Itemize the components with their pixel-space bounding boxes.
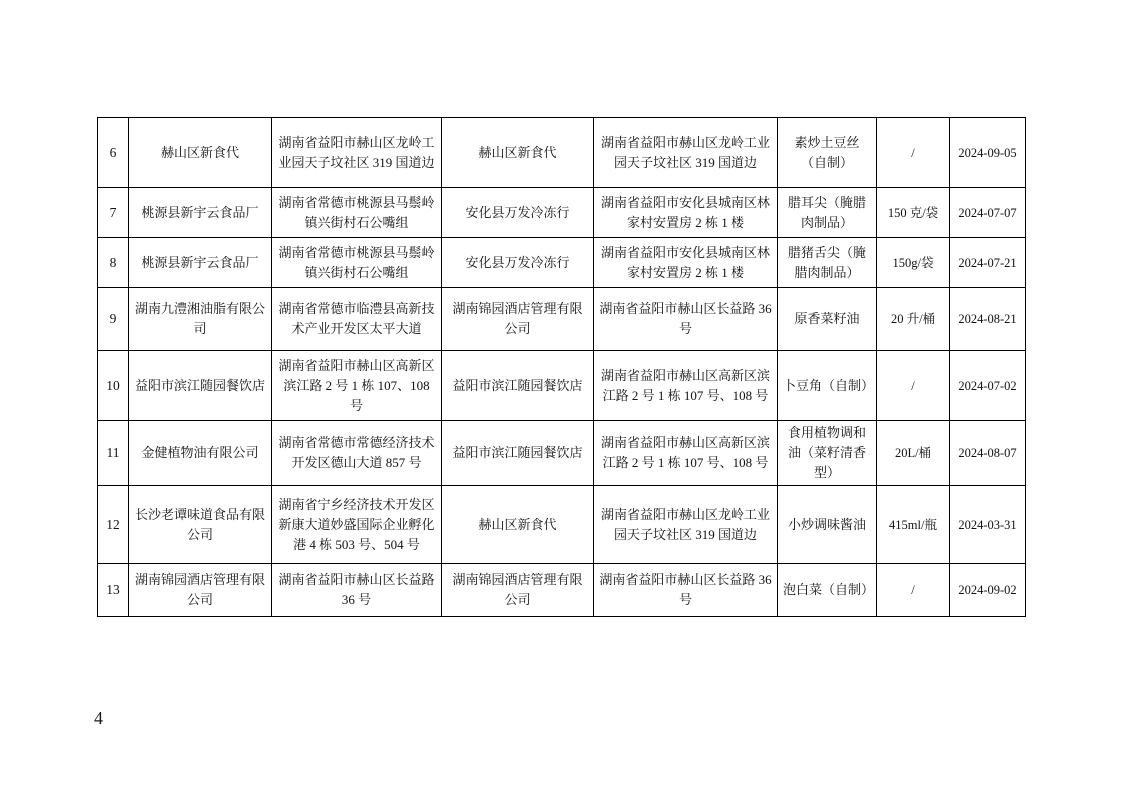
- table-row: [98, 486, 1026, 564]
- cell-index: 9: [98, 288, 129, 351]
- cell-producer-name: 桃源县新宇云食品厂: [129, 188, 272, 238]
- cell-product-name: 卜豆角（自制）: [778, 351, 877, 421]
- cell-index: 13: [98, 564, 129, 617]
- table-body: [98, 118, 1026, 617]
- cell-spec: 150g/袋: [877, 238, 950, 288]
- table-row: [98, 288, 1026, 351]
- cell-purchaser-address: 湖南省益阳市赫山区龙岭工业园天子坟社区 319 国道边: [594, 118, 778, 188]
- cell-product-name: 腊猪舌尖（腌腊肉制品）: [778, 238, 877, 288]
- cell-product-name: 小炒调味酱油: [778, 486, 877, 564]
- cell-purchaser-name: 赫山区新食代: [442, 118, 594, 188]
- cell-spec: 415ml/瓶: [877, 486, 950, 564]
- cell-spec: 20 升/桶: [877, 288, 950, 351]
- cell-purchaser-name: 湖南锦园酒店管理有限公司: [442, 288, 594, 351]
- cell-producer-address: 湖南省宁乡经济技术开发区新康大道妙盛国际企业孵化港 4 栋 503 号、504 号: [272, 486, 442, 564]
- cell-purchaser-address: 湖南省益阳市赫山区高新区滨江路 2 号 1 栋 107 号、108 号: [594, 421, 778, 486]
- cell-product-name: 原香菜籽油: [778, 288, 877, 351]
- table-container: [97, 117, 1025, 617]
- cell-production-date: 2024-07-21: [950, 238, 1026, 288]
- cell-production-date: 2024-03-31: [950, 486, 1026, 564]
- cell-product-name: 素炒土豆丝（自制）: [778, 118, 877, 188]
- cell-producer-name: 湖南锦园酒店管理有限公司: [129, 564, 272, 617]
- cell-spec: 20L/桶: [877, 421, 950, 486]
- inspection-table: [97, 117, 1026, 617]
- page-number: 4: [94, 708, 103, 728]
- cell-spec: /: [877, 351, 950, 421]
- cell-index: 12: [98, 486, 129, 564]
- cell-producer-name: 金健植物油有限公司: [129, 421, 272, 486]
- cell-production-date: 2024-08-07: [950, 421, 1026, 486]
- cell-spec: /: [877, 564, 950, 617]
- table-row: [98, 351, 1026, 421]
- table-row: [98, 421, 1026, 486]
- table-row: [98, 564, 1026, 617]
- cell-producer-address: 湖南省益阳市赫山区长益路 36 号: [272, 564, 442, 617]
- cell-spec: /: [877, 118, 950, 188]
- cell-purchaser-name: 益阳市滨江随园餐饮店: [442, 351, 594, 421]
- cell-producer-name: 长沙老谭味道食品有限公司: [129, 486, 272, 564]
- cell-product-name: 泡白菜（自制）: [778, 564, 877, 617]
- cell-producer-name: 桃源县新宇云食品厂: [129, 238, 272, 288]
- cell-producer-address: 湖南省常德市临澧县高新技术产业开发区太平大道: [272, 288, 442, 351]
- cell-purchaser-address: 湖南省益阳市赫山区龙岭工业园天子坟社区 319 国道边: [594, 486, 778, 564]
- cell-purchaser-name: 湖南锦园酒店管理有限公司: [442, 564, 594, 617]
- cell-purchaser-address: 湖南省益阳市赫山区高新区滨江路 2 号 1 栋 107 号、108 号: [594, 351, 778, 421]
- cell-product-name: 腊耳尖（腌腊肉制品）: [778, 188, 877, 238]
- cell-producer-address: 湖南省常德市桃源县马鬃岭镇兴街村石公嘴组: [272, 238, 442, 288]
- cell-index: 10: [98, 351, 129, 421]
- table-row: [98, 118, 1026, 188]
- cell-production-date: 2024-09-02: [950, 564, 1026, 617]
- cell-purchaser-address: 湖南省益阳市赫山区长益路 36 号: [594, 564, 778, 617]
- cell-production-date: 2024-08-21: [950, 288, 1026, 351]
- cell-purchaser-name: 安化县万发冷冻行: [442, 238, 594, 288]
- cell-purchaser-name: 赫山区新食代: [442, 486, 594, 564]
- cell-purchaser-name: 安化县万发冷冻行: [442, 188, 594, 238]
- cell-production-date: 2024-07-07: [950, 188, 1026, 238]
- cell-purchaser-address: 湖南省益阳市赫山区长益路 36 号: [594, 288, 778, 351]
- cell-producer-name: 赫山区新食代: [129, 118, 272, 188]
- cell-purchaser-address: 湖南省益阳市安化县城南区林家村安置房 2 栋 1 楼: [594, 188, 778, 238]
- cell-index: 7: [98, 188, 129, 238]
- table-row: [98, 238, 1026, 288]
- cell-producer-address: 湖南省常德市桃源县马鬃岭镇兴街村石公嘴组: [272, 188, 442, 238]
- cell-index: 6: [98, 118, 129, 188]
- cell-purchaser-name: 益阳市滨江随园餐饮店: [442, 421, 594, 486]
- cell-producer-name: 益阳市滨江随园餐饮店: [129, 351, 272, 421]
- cell-purchaser-address: 湖南省益阳市安化县城南区林家村安置房 2 栋 1 楼: [594, 238, 778, 288]
- cell-producer-address: 湖南省益阳市赫山区高新区滨江路 2 号 1 栋 107、108 号: [272, 351, 442, 421]
- cell-producer-address: 湖南省益阳市赫山区龙岭工业园天子坟社区 319 国道边: [272, 118, 442, 188]
- cell-index: 8: [98, 238, 129, 288]
- cell-producer-name: 湖南九澧湘油脂有限公司: [129, 288, 272, 351]
- cell-production-date: 2024-09-05: [950, 118, 1026, 188]
- cell-index: 11: [98, 421, 129, 486]
- cell-producer-address: 湖南省常德市常德经济技术开发区德山大道 857 号: [272, 421, 442, 486]
- table-row: [98, 188, 1026, 238]
- cell-product-name: 食用植物调和油（菜籽清香型）: [778, 421, 877, 486]
- cell-spec: 150 克/袋: [877, 188, 950, 238]
- cell-production-date: 2024-07-02: [950, 351, 1026, 421]
